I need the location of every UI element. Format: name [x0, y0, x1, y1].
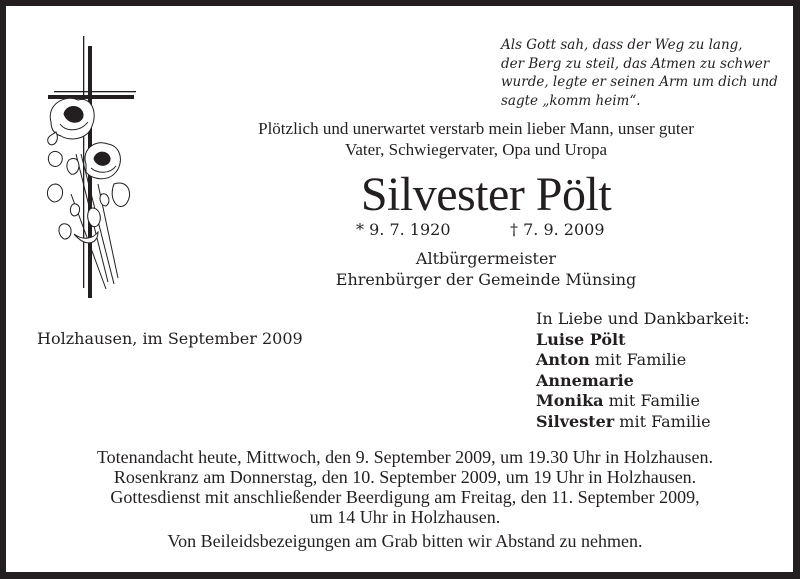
- mourners-list: [536, 309, 750, 432]
- intro-line-2: Vater, Schwiegervater, Opa und Uropa: [344, 140, 608, 159]
- title-line: Altbürgermeister: [415, 249, 557, 268]
- poem-line: sagte „komm heim“.: [501, 92, 641, 109]
- obituary-card: [6, 6, 793, 572]
- deceased-name: Silvester Pölt: [360, 168, 612, 221]
- poem-line: der Berg zu steil, das Atmen zu schwer: [501, 55, 770, 72]
- service-line: Rosenkranz am Donnerstag, den 10. September 2009, um 19 Uhr in Holzhausen.: [113, 467, 697, 487]
- closing-note: Von Beileidsbezeigungen am Grab bitten wir Abstand zu nehmen.: [167, 531, 643, 551]
- intro-line-1: Plötzlich und unerwartet verstarb mein lieber Mann, unser guter: [258, 119, 694, 138]
- service-line: Gottesdienst mit anschließender Beerdigung am Freitag, den 11. September 2009,: [110, 487, 700, 507]
- service-line: Totenandacht heute, Mittwoch, den 9. September 2009, um 19.30 Uhr in Holzhausen.: [96, 447, 714, 467]
- service-details: [26, 447, 784, 527]
- place-date: Holzhausen, im September 2009: [37, 329, 303, 348]
- title-line: Ehrenbürger der Gemeinde Münsing: [335, 270, 637, 289]
- mourner-entry: [536, 412, 750, 433]
- mourner-entry: [536, 330, 750, 351]
- mourner-suffix: mit Familie: [603, 391, 700, 410]
- intro-text: [176, 118, 776, 160]
- honorary-titles: [266, 248, 706, 290]
- birth-date: * 9. 7. 1920: [356, 220, 451, 239]
- cross-with-roses-icon: [36, 34, 136, 300]
- poem-line: Als Gott sah, dass der Weg zu lang,: [501, 37, 743, 53]
- service-line: um 14 Uhr in Holzhausen.: [309, 507, 501, 527]
- poem: [501, 36, 791, 110]
- mourner-name: Annemarie: [536, 370, 634, 390]
- mourner-entry: [536, 350, 750, 371]
- mourner-name: Monika: [536, 391, 604, 410]
- mourner-name: Luise Pölt: [536, 329, 626, 349]
- mourner-suffix: mit Familie: [614, 411, 711, 431]
- mourner-entry: [536, 391, 750, 412]
- mourner-name: Silvester: [536, 411, 615, 431]
- poem-line: wurde, legte er seinen Arm um dich und: [501, 74, 778, 90]
- death-date: † 7. 9. 2009: [510, 220, 605, 239]
- mourner-entry: [536, 371, 750, 392]
- mourner-name: Anton: [536, 350, 590, 369]
- mourner-suffix: mit Familie: [589, 350, 687, 369]
- mourners-heading: In Liebe und Dankbarkeit:: [536, 309, 750, 328]
